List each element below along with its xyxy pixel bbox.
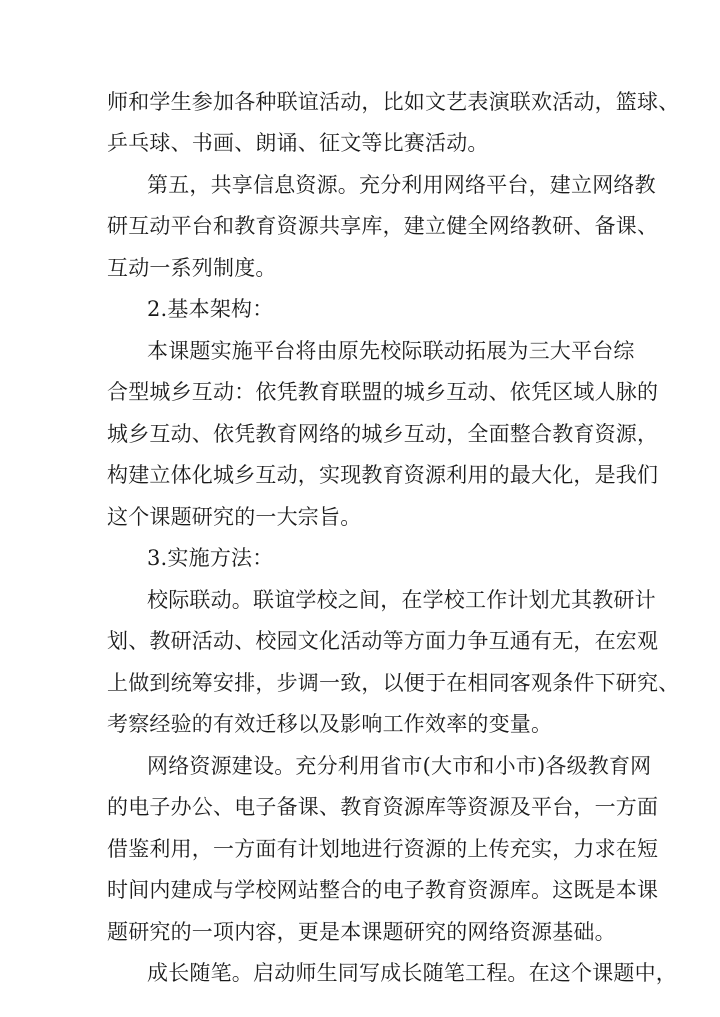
- text-line-8: 合型城乡互动：依凭教育联盟的城乡互动、依凭区域人脉的: [107, 380, 659, 404]
- text-line-19: 借鉴利用，一方面有计划地进行资源的上传充实，力求在短: [107, 837, 659, 861]
- paragraph-line-13: 校际联动。联谊学校之间，在学校工作计划尤其教研计: [147, 588, 656, 612]
- text-line-10: 构建立体化城乡互动，实现教育资源利用的最大化，是我们: [107, 463, 659, 487]
- text-line-11: 这个课题研究的一大宗旨。: [107, 505, 362, 529]
- text-line-1: 师和学生参加各种联谊活动，比如文艺表演联欢活动，篮球、: [107, 90, 680, 114]
- section-heading-basic-structure: 2.基本架构：: [147, 297, 274, 321]
- paragraph-line-3: 第五，共享信息资源。充分利用网络平台，建立网络教: [147, 173, 656, 197]
- section-heading-implementation: 3.实施方法：: [147, 546, 274, 570]
- paragraph-line-22: 成长随笔。启动师生同写成长随笔工程。在这个课题中，: [147, 961, 677, 985]
- text-line-15: 上做到统筹安排，步调一致，以便于在相同客观条件下研究、: [107, 671, 680, 695]
- text-line-2: 乒乓球、书画、朗诵、征文等比赛活动。: [107, 131, 489, 155]
- text-line-16: 考察经验的有效迁移以及影响工作效率的变量。: [107, 712, 553, 736]
- text-line-4: 研互动平台和教育资源共享库，建立健全网络教研、备课、: [107, 214, 659, 238]
- text-line-21: 题研究的一项内容，更是本课题研究的网络资源基础。: [107, 920, 616, 944]
- text-line-18: 的电子办公、电子备课、教育资源库等资源及平台，一方面: [107, 795, 659, 819]
- text-line-20: 时间内建成与学校网站整合的电子教育资源库。这既是本课: [107, 878, 659, 902]
- paragraph-line-7: 本课题实施平台将由原先校际联动拓展为三大平台综: [147, 339, 635, 363]
- text-line-9: 城乡互动、依凭教育网络的城乡互动，全面整合教育资源，: [107, 422, 659, 446]
- text-line-5: 互动一系列制度。: [107, 256, 277, 280]
- paragraph-line-17: 网络资源建设。充分利用省市(大市和小市)各级教育网: [147, 754, 652, 778]
- text-line-14: 划、教研活动、校园文化活动等方面力争互通有无，在宏观: [107, 629, 659, 653]
